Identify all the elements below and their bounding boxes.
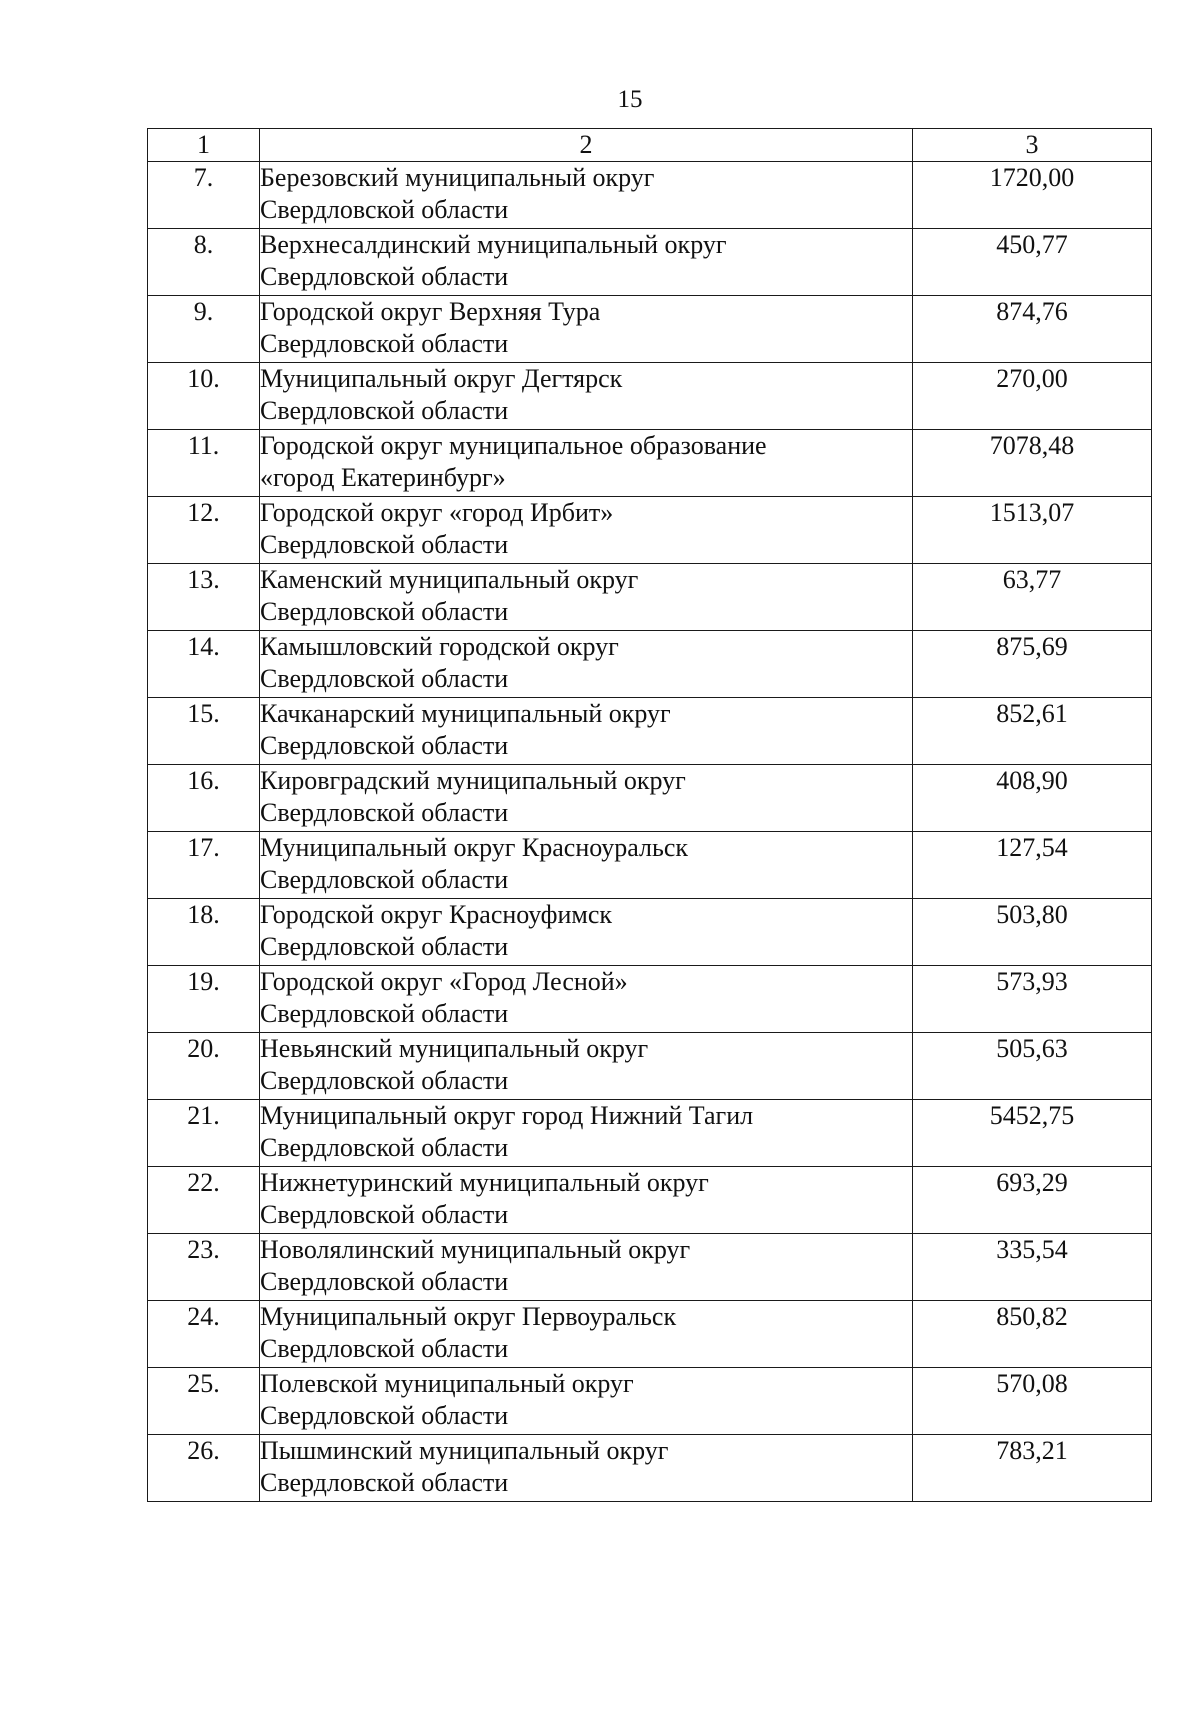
table-row xyxy=(148,1100,1152,1167)
allocation-value: 335,54 xyxy=(913,1234,1152,1301)
allocation-value: 5452,75 xyxy=(913,1100,1152,1167)
table-row xyxy=(148,1368,1152,1435)
municipality-name-line: Свердловской области xyxy=(260,731,509,760)
municipality-name-line: Верхнесалдинский муниципальный округ xyxy=(260,230,727,259)
municipality-name xyxy=(260,1234,913,1301)
municipality-name-line: Каменский муниципальный округ xyxy=(260,565,639,594)
row-number: 26. xyxy=(148,1435,260,1502)
allocation-value: 875,69 xyxy=(913,631,1152,698)
municipality-name-line: Новолялинский муниципальный округ xyxy=(260,1235,691,1264)
allocation-table xyxy=(147,128,1152,1502)
municipality-name xyxy=(260,162,913,229)
municipality-name-line: Свердловской области xyxy=(260,1066,509,1095)
row-number: 14. xyxy=(148,631,260,698)
municipality-name xyxy=(260,1435,913,1502)
municipality-name-line: Свердловской области xyxy=(260,932,509,961)
table-row xyxy=(148,765,1152,832)
allocation-value: 7078,48 xyxy=(913,430,1152,497)
municipality-name-line: Свердловской области xyxy=(260,664,509,693)
municipality-name-line: Городской округ «Город Лесной» xyxy=(260,967,628,996)
row-number: 18. xyxy=(148,899,260,966)
table-row xyxy=(148,1435,1152,1502)
row-number: 22. xyxy=(148,1167,260,1234)
municipality-name xyxy=(260,832,913,899)
municipality-name xyxy=(260,1100,913,1167)
table-body xyxy=(148,129,1152,1502)
municipality-name-line: Свердловской области xyxy=(260,1468,509,1497)
table-row xyxy=(148,363,1152,430)
municipality-name-line: Городской округ муниципальное образование xyxy=(260,431,767,460)
municipality-name-line: Свердловской области xyxy=(260,1401,509,1430)
municipality-name-line: Свердловской области xyxy=(260,262,509,291)
table-row xyxy=(148,497,1152,564)
row-number: 16. xyxy=(148,765,260,832)
allocation-value: 505,63 xyxy=(913,1033,1152,1100)
municipality-name-line: Свердловской области xyxy=(260,195,509,224)
municipality-name-line: Городской округ «город Ирбит» xyxy=(260,498,614,527)
table-row xyxy=(148,430,1152,497)
municipality-name-line: Свердловской области xyxy=(260,865,509,894)
municipality-name xyxy=(260,497,913,564)
municipality-name-line: Свердловской области xyxy=(260,999,509,1028)
row-number: 15. xyxy=(148,698,260,765)
allocation-value: 450,77 xyxy=(913,229,1152,296)
municipality-name xyxy=(260,899,913,966)
row-number: 11. xyxy=(148,430,260,497)
municipality-name xyxy=(260,1368,913,1435)
municipality-name xyxy=(260,430,913,497)
municipality-name-line: Качканарский муниципальный округ xyxy=(260,699,671,728)
column-header-value: 3 xyxy=(913,129,1152,162)
allocation-value: 1720,00 xyxy=(913,162,1152,229)
row-number: 9. xyxy=(148,296,260,363)
municipality-name xyxy=(260,229,913,296)
allocation-value: 693,29 xyxy=(913,1167,1152,1234)
table-row xyxy=(148,296,1152,363)
municipality-name xyxy=(260,1033,913,1100)
municipality-name-line: Городской округ Верхняя Тура xyxy=(260,297,601,326)
municipality-name xyxy=(260,966,913,1033)
row-number: 24. xyxy=(148,1301,260,1368)
municipality-name-line: Невьянский муниципальный округ xyxy=(260,1034,649,1063)
municipality-name-line: Муниципальный округ город Нижний Тагил xyxy=(260,1101,754,1130)
municipality-name-line: Городской округ Красноуфимск xyxy=(260,900,613,929)
table-row xyxy=(148,698,1152,765)
row-number: 17. xyxy=(148,832,260,899)
row-number: 20. xyxy=(148,1033,260,1100)
municipality-name-line: Свердловской области xyxy=(260,1267,509,1296)
municipality-name xyxy=(260,765,913,832)
table-header-row xyxy=(148,129,1152,162)
allocation-value: 852,61 xyxy=(913,698,1152,765)
municipality-name xyxy=(260,363,913,430)
allocation-value: 573,93 xyxy=(913,966,1152,1033)
row-number: 21. xyxy=(148,1100,260,1167)
municipality-name-line: Свердловской области xyxy=(260,329,509,358)
table-row xyxy=(148,1033,1152,1100)
municipality-name-line: Свердловской области xyxy=(260,1334,509,1363)
column-header-name: 2 xyxy=(260,129,913,162)
municipality-name xyxy=(260,631,913,698)
municipality-name-line: Свердловской области xyxy=(260,798,509,827)
municipality-name-line: Березовский муниципальный округ xyxy=(260,163,655,192)
allocation-value: 270,00 xyxy=(913,363,1152,430)
municipality-name-line: Камышловский городской округ xyxy=(260,632,619,661)
row-number: 25. xyxy=(148,1368,260,1435)
column-header-number: 1 xyxy=(148,129,260,162)
table-row xyxy=(148,899,1152,966)
municipality-name-line: «город Екатеринбург» xyxy=(260,463,506,492)
row-number: 13. xyxy=(148,564,260,631)
allocation-value: 783,21 xyxy=(913,1435,1152,1502)
municipality-name xyxy=(260,564,913,631)
table-row xyxy=(148,832,1152,899)
allocation-value: 1513,07 xyxy=(913,497,1152,564)
municipality-name-line: Нижнетуринский муниципальный округ xyxy=(260,1168,709,1197)
row-number: 7. xyxy=(148,162,260,229)
row-number: 12. xyxy=(148,497,260,564)
municipality-name-line: Свердловской области xyxy=(260,396,509,425)
allocation-value: 127,54 xyxy=(913,832,1152,899)
municipality-name-line: Муниципальный округ Дегтярск xyxy=(260,364,623,393)
table-row xyxy=(148,1234,1152,1301)
municipality-name-line: Полевской муниципальный округ xyxy=(260,1369,634,1398)
municipality-name-line: Свердловской области xyxy=(260,1200,509,1229)
table-row xyxy=(148,162,1152,229)
municipality-name-line: Муниципальный округ Первоуральск xyxy=(260,1302,677,1331)
table-row xyxy=(148,631,1152,698)
allocation-value: 570,08 xyxy=(913,1368,1152,1435)
table-row xyxy=(148,229,1152,296)
row-number: 8. xyxy=(148,229,260,296)
municipality-name xyxy=(260,1167,913,1234)
page-number: 15 xyxy=(617,86,643,113)
allocation-value: 408,90 xyxy=(913,765,1152,832)
row-number: 19. xyxy=(148,966,260,1033)
table-row xyxy=(148,1167,1152,1234)
municipality-name xyxy=(260,1301,913,1368)
allocation-value: 850,82 xyxy=(913,1301,1152,1368)
table-row xyxy=(148,564,1152,631)
row-number: 23. xyxy=(148,1234,260,1301)
municipality-name xyxy=(260,698,913,765)
table-row xyxy=(148,966,1152,1033)
allocation-value: 503,80 xyxy=(913,899,1152,966)
row-number: 10. xyxy=(148,363,260,430)
municipality-name-line: Муниципальный округ Красноуральск xyxy=(260,833,689,862)
allocation-value: 63,77 xyxy=(913,564,1152,631)
municipality-name xyxy=(260,296,913,363)
municipality-name-line: Свердловской области xyxy=(260,1133,509,1162)
municipality-name-line: Кировградский муниципальный округ xyxy=(260,766,686,795)
table-row xyxy=(148,1301,1152,1368)
municipality-name-line: Свердловской области xyxy=(260,530,509,559)
municipality-name-line: Пышминский муниципальный округ xyxy=(260,1436,669,1465)
municipality-name-line: Свердловской области xyxy=(260,597,509,626)
allocation-value: 874,76 xyxy=(913,296,1152,363)
